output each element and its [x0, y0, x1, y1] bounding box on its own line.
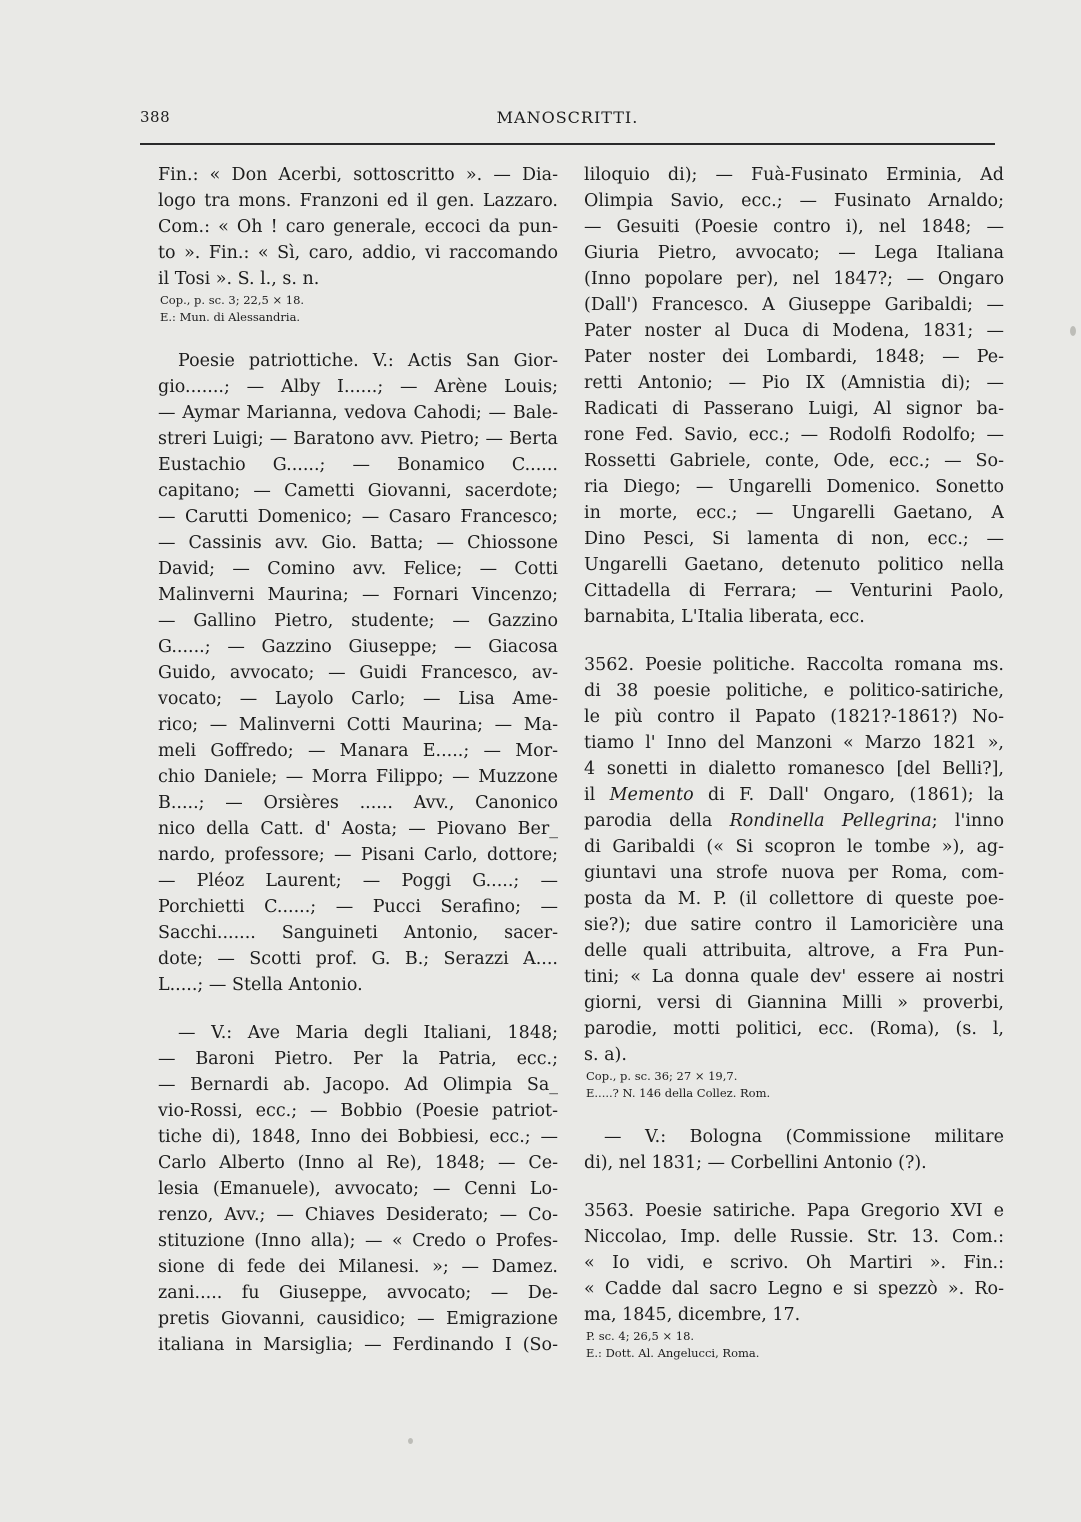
text-line: in morte, ecc.; — Ungarelli Gaetano, A [584, 503, 1004, 523]
text-line: Niccolao, Imp. delle Russie. Str. 13. Com.: [584, 1227, 1004, 1247]
running-title: MANOSCRITTI. [496, 108, 639, 127]
entry-3562 [584, 652, 1004, 1102]
text-line: lesia (Emanuele), avvocato; — Cenni Lo- [158, 1179, 558, 1199]
text-line: giorni, versi di Giannina Milli » proverbi, [584, 993, 1004, 1013]
text-line: Poesie patriottiche. V.: Actis San Gior- [178, 351, 558, 371]
text-line: tiamo l' Inno del Manzoni « Marzo 1821 », [584, 733, 1004, 753]
text-line: Radicati di Passerano Luigi, Al signor ba- [584, 399, 1004, 419]
text-line: barnabita, L'Italia liberata, ecc. [584, 607, 865, 627]
text-fragment: di F. Dall' Ongaro, (1861); la [693, 785, 1004, 805]
text-line: Dino Pesci, Si lamenta di non, ecc.; — [584, 529, 1004, 549]
spacer [158, 326, 558, 348]
catalog-note: E.: Mun. di Alessandria. [160, 310, 301, 324]
text-line: — Baroni Pietro. Per la Patria, ecc.; [158, 1049, 558, 1069]
text-line-with-italic [584, 782, 1004, 808]
text-fragment: il [584, 785, 610, 805]
entry-first-line [584, 652, 1004, 678]
block-v-bologna [584, 1124, 1004, 1176]
text-line: — Gallino Pietro, studente; — Gazzino [158, 611, 558, 631]
text-line: sione di fede dei Milanesi. »; — Damez. [158, 1257, 558, 1277]
text-line: — Cassinis avv. Gio. Batta; — Chiossone [158, 533, 558, 553]
text-line: streri Luigi; — Baratono avv. Pietro; — Berta [158, 429, 558, 449]
right-column [584, 162, 1004, 1362]
text-line: Malinverni Maurina; — Fornari Vincenzo; [158, 585, 558, 605]
text-line: nardo, professore; — Pisani Carlo, dottore; [158, 845, 558, 865]
text-line: pretis Giovanni, causidico; — Emigrazione [158, 1309, 558, 1329]
left-block-3 [158, 1020, 558, 1358]
entry-title-text: Poesie politiche. Raccolta romana ms. [645, 655, 1004, 675]
page-number: 388 [140, 108, 171, 126]
text-line: s. a). [584, 1045, 627, 1065]
text-line: Fin.: « Don Acerbi, sottoscritto ». — Dia- [158, 165, 558, 185]
text-line: Pater noster dei Lombardi, 1848; — Pe- [584, 347, 1004, 367]
text-line: meli Goffredo; — Manara E.....; — Mor- [158, 741, 558, 761]
text-line: — Bernardi ab. Jacopo. Ad Olimpia Sa_ [158, 1075, 558, 1095]
text-line: Sacchi....... Sanguineti Antonio, sacer- [158, 923, 558, 943]
text-line: rone Fed. Savio, ecc.; — Rodolfi Rodolfo; — [584, 425, 1004, 445]
catalog-note: Cop., p. sc. 36; 27 ⨯ 19,7. [586, 1069, 738, 1083]
text-line: chio Daniele; — Morra Filippo; — Muzzone [158, 767, 558, 787]
text-line: L.....; — Stella Antonio. [158, 975, 363, 995]
text-line: Olimpia Savio, ecc.; — Fusinato Arnaldo; [584, 191, 1004, 211]
text-line: — V.: Ave Maria degli Italiani, 1848; [178, 1023, 558, 1043]
text-line: posta da M. P. (il collettore di queste poe- [584, 889, 1004, 909]
text-line: — Gesuiti (Poesie contro i), nel 1848; — [584, 217, 1004, 237]
spacer [584, 630, 1004, 652]
text-line: Carlo Alberto (Inno al Re), 1848; — Ce- [158, 1153, 558, 1173]
text-line: sie?); due satire contro il Lamoricière una [584, 915, 1004, 935]
catalog-note: E.: Dott. Al. Angelucci, Roma. [586, 1346, 760, 1360]
text-line: — Pléoz Laurent; — Poggi G.....; — [158, 871, 558, 891]
text-line: dote; — Scotti prof. G. B.; Serazzi A.... [158, 949, 558, 969]
text-line: rico; — Malinverni Cotti Maurina; — Ma- [158, 715, 558, 735]
text-line: giuntavi una strofe nuova per Roma, com- [584, 863, 1004, 883]
catalog-note: E.....? N. 146 della Collez. Rom. [586, 1086, 771, 1100]
text-line: ria Diego; — Ungarelli Domenico. Sonetto [584, 477, 1004, 497]
text-line: David; — Comino avv. Felice; — Cotti [158, 559, 558, 579]
text-line: « Cadde dal sacro Legno e si spezzò ». Ro- [584, 1279, 1004, 1299]
text-line: italiana in Marsiglia; — Ferdinando I (So- [158, 1335, 558, 1355]
text-line: zani..... fu Giuseppe, avvocato; — De- [158, 1283, 558, 1303]
catalog-note: P. sc. 4; 26,5 ⨯ 18. [586, 1329, 695, 1343]
scan-speck [1070, 326, 1076, 336]
header-rule [140, 143, 995, 145]
text-line: retti Antonio; — Pio IX (Amnistia di); — [584, 373, 1004, 393]
scan-speck [408, 1438, 413, 1444]
left-column [158, 162, 558, 1358]
text-line: (Inno popolare per), nel 1847?; — Ongaro [584, 269, 1004, 289]
text-line: « Io vidi, e scrivo. Oh Martiri ». Fin.: [584, 1253, 1004, 1273]
text-fragment: parodia della [584, 811, 730, 831]
catalog-note: Cop., p. sc. 3; 22,5 ⨯ 18. [160, 293, 305, 307]
text-line: G......; — Gazzino Giuseppe; — Giacosa [158, 637, 558, 657]
italic-title-rondinella: Rondinella Pellegrina [729, 811, 932, 831]
text-line: Giuria Pietro, avvocato; — Lega Italiana [584, 243, 1004, 263]
text-line: di 38 poesie politiche, e politico-satiriche, [584, 681, 1004, 701]
text-line: stituzione (Inno alla); — « Credo o Profes- [158, 1231, 558, 1251]
spacer [584, 1176, 1004, 1198]
text-line: parodie, motti politici, ecc. (Roma), (s. l, [584, 1019, 1004, 1039]
text-line: Ungarelli Gaetano, detenuto politico nella [584, 555, 1004, 575]
text-line: tini; « La donna quale dev' essere ai nostri [584, 967, 1004, 987]
text-line: vio-Rossi, ecc.; — Bobbio (Poesie patriot- [158, 1101, 558, 1121]
text-line: le più contro il Papato (1821?-1861?) No- [584, 707, 1004, 727]
text-line: liloquio di); — Fuà-Fusinato Erminia, Ad [584, 165, 1004, 185]
text-line: Eustachio G......; — Bonamico C...... [158, 455, 558, 475]
text-fragment: ; l'inno [931, 811, 1004, 831]
text-line: — V.: Bologna (Commissione militare [604, 1127, 1004, 1147]
text-line: di Garibaldi (« Si scopron le tombe »), ag- [584, 837, 1004, 857]
text-line: renzo, Avv.; — Chiaves Desiderato; — Co- [158, 1205, 558, 1225]
right-block-1 [584, 162, 1004, 630]
text-line: Cittadella di Ferrara; — Venturini Paolo, [584, 581, 1004, 601]
text-line: logo tra mons. Franzoni ed il gen. Lazzaro. [158, 191, 558, 211]
text-line: Guido, avvocato; — Guidi Francesco, av- [158, 663, 558, 683]
text-line: — Carutti Domenico; — Casaro Francesco; [158, 507, 558, 527]
italic-title-memento: Memento [609, 785, 694, 805]
text-line: B.....; — Orsières ...... Avv., Canonico [158, 793, 558, 813]
page-header [140, 108, 995, 138]
left-block-2 [158, 348, 558, 998]
entry-number: 3563. [584, 1201, 635, 1221]
entry-first-line [584, 1198, 1004, 1224]
text-line: Rossetti Gabriele, conte, Ode, ecc.; — So- [584, 451, 1004, 471]
text-line: 4 sonetti in dialetto romanesco [del Belli?], [584, 759, 1004, 779]
text-line: delle quali attribuita, altrove, a Fra Pun- [584, 941, 1004, 961]
text-line: gio.......; — Alby I......; — Arène Louis; [158, 377, 558, 397]
text-line: Pater noster al Duca di Modena, 1831; — [584, 321, 1004, 341]
left-block-1 [158, 162, 558, 326]
text-line: — Aymar Marianna, vedova Cahodi; — Bale- [158, 403, 558, 423]
text-line: ma, 1845, dicembre, 17. [584, 1305, 801, 1325]
text-line: tiche di), 1848, Inno dei Bobbiesi, ecc.; — [158, 1127, 558, 1147]
text-line: il Tosi ». S. l., s. n. [158, 269, 320, 289]
text-line: capitano; — Cametti Giovanni, sacerdote; [158, 481, 558, 501]
text-line: vocato; — Layolo Carlo; — Lisa Ame- [158, 689, 558, 709]
text-line: nico della Catt. d' Aosta; — Piovano Ber_ [158, 819, 558, 839]
spacer [584, 1102, 1004, 1124]
text-line: Com.: « Oh ! caro generale, eccoci da pun- [158, 217, 558, 237]
text-line: to ». Fin.: « Sì, caro, addio, vi raccomando [158, 243, 558, 263]
entry-3563 [584, 1198, 1004, 1362]
text-line-with-italic [584, 808, 1004, 834]
spacer [158, 998, 558, 1020]
entry-title-text: Poesie satiriche. Papa Gregorio XVI e [645, 1201, 1004, 1221]
text-line: (Dall') Francesco. A Giuseppe Garibaldi; — [584, 295, 1004, 315]
text-line: Porchietti C......; — Pucci Serafino; — [158, 897, 558, 917]
text-line: di), nel 1831; — Corbellini Antonio (?). [584, 1153, 927, 1173]
entry-number: 3562. [584, 655, 635, 675]
